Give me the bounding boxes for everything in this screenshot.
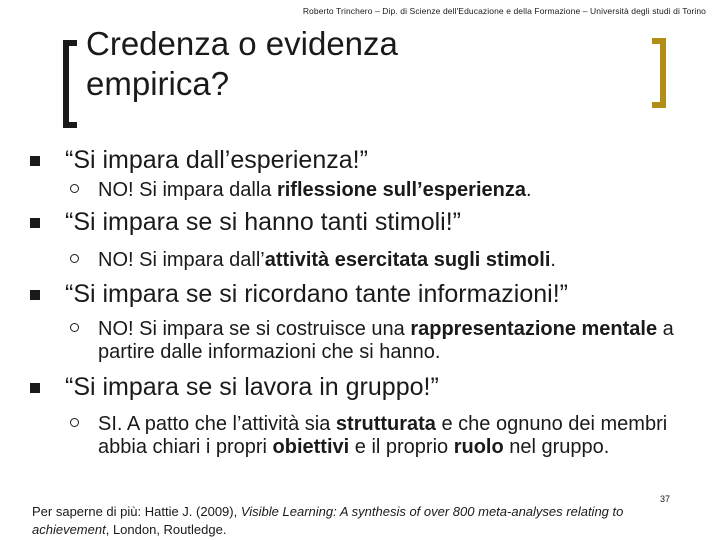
bullet-text: “Si impara se si lavora in gruppo!” <box>65 373 439 401</box>
header-credit: Roberto Trinchero – Dip. di Scienze dell'Educazione e della Formazione – Università degli studi di Torino <box>302 6 706 16</box>
text-run: NO! Si impara dall’ <box>98 249 265 271</box>
sub-bullet-text <box>98 413 678 459</box>
text-run: . <box>550 249 556 271</box>
bullet-text: “Si impara se si ricordano tante informazioni!” <box>65 280 568 308</box>
text-run: e il proprio <box>349 436 454 458</box>
text-run: a partire dalle informazioni che si hanno. <box>98 318 674 363</box>
bold-text-run: obiettivi <box>272 436 350 458</box>
page-number: 37 <box>660 494 671 504</box>
slide-title-line2: empirica? <box>86 65 230 102</box>
circle-bullet-icon <box>70 323 79 332</box>
footnote-prefix: Per saperne di più: Hattie J. (2009), <box>32 504 241 519</box>
bold-text-run: ruolo <box>453 436 504 458</box>
text-run: NO! Si impara se si costruisce una <box>98 318 411 340</box>
footnote <box>32 503 682 539</box>
circle-bullet-icon <box>70 184 79 193</box>
bold-text-run: attività esercitata sugli stimoli <box>264 249 551 271</box>
square-bullet-icon <box>30 383 40 393</box>
text-run: SI. A patto che l’attività sia <box>98 413 336 435</box>
circle-bullet-icon <box>70 418 79 427</box>
square-bullet-icon <box>30 290 40 300</box>
bold-text-run: strutturata <box>335 413 436 435</box>
bold-text-run: riflessione sull’esperienza <box>276 179 526 201</box>
square-bullet-icon <box>30 156 40 166</box>
bold-text-run: rappresentazione mentale <box>410 318 658 340</box>
text-run: NO! Si impara dalla <box>98 179 277 201</box>
text-run: . <box>525 179 532 201</box>
circle-bullet-icon <box>70 254 79 263</box>
square-bullet-icon <box>30 218 40 228</box>
slide-title-line1: Credenza o evidenza <box>86 25 398 62</box>
text-run: e che ognuno dei membri abbia chiari i propri <box>98 413 668 458</box>
footnote-suffix: , London, Routledge. <box>105 522 227 537</box>
bullet-text: “Si impara dall’esperienza!” <box>65 146 368 174</box>
text-run: nel gruppo. <box>503 436 610 458</box>
sub-bullet-text <box>98 179 678 202</box>
sub-bullet-text <box>98 318 678 364</box>
footnote-title: Visible Learning: A synthesis of over 800 meta-analyses relating to achievement <box>32 504 624 537</box>
bullet-text: “Si impara se si hanno tanti stimoli!” <box>65 208 461 236</box>
sub-bullet-text <box>98 249 678 272</box>
